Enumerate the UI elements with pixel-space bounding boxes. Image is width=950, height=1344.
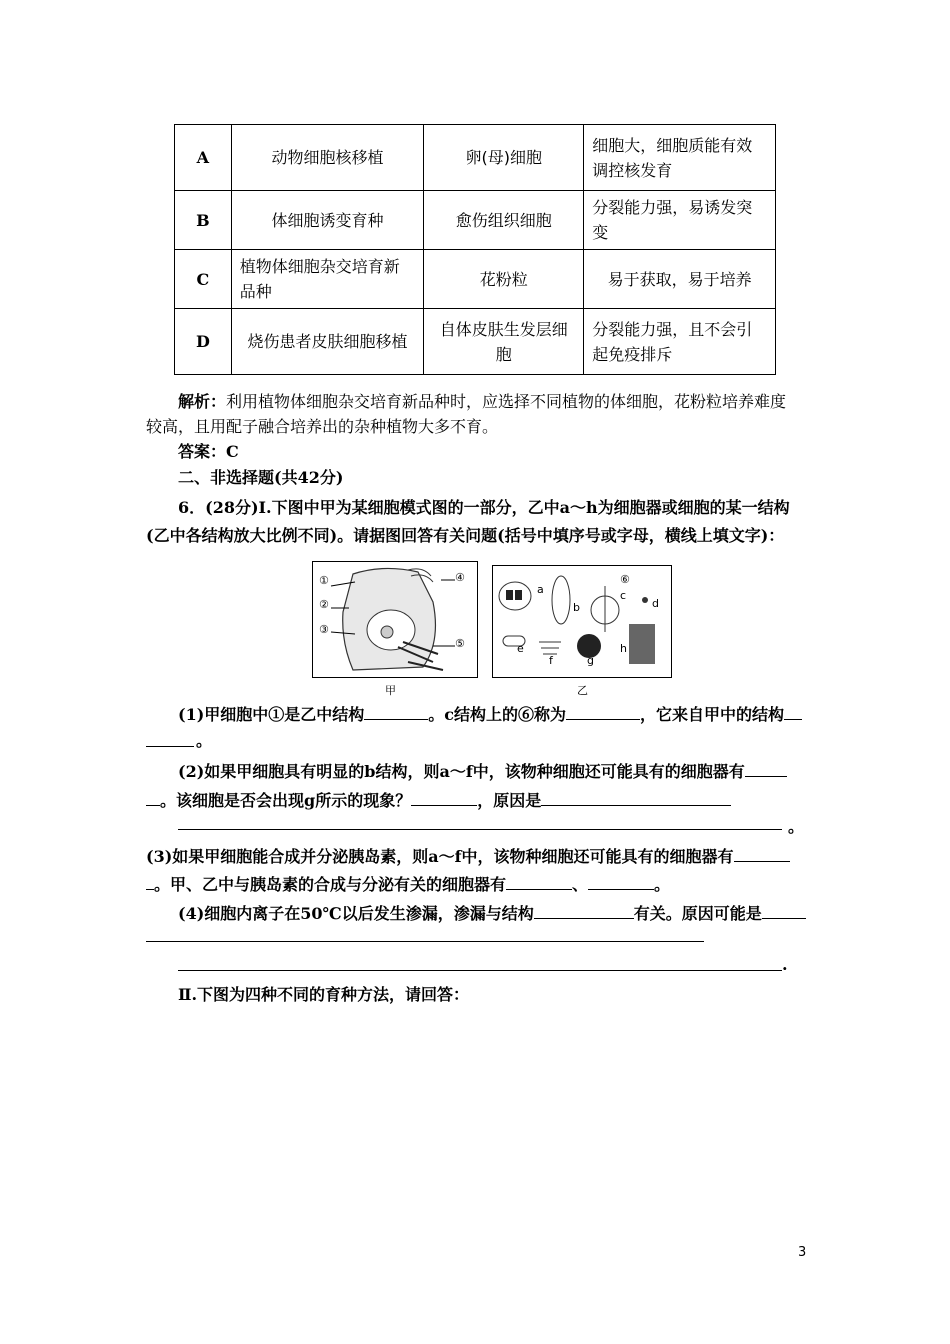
organelle-diagram-yi [492,565,672,678]
sub-question-4-line-1 [178,900,806,927]
sub3-period: 。 [654,875,671,894]
label-5: ⑤ [455,637,465,650]
sub2-part-3: ，原因是 [477,791,542,810]
analysis-text-1: 利用植物体细胞杂交培育新品种时，应选择不同植物的体细胞，花粉粒培养难度 [226,392,787,411]
sub2-part-2: 。该细胞是否会出现g所示的现象？ [160,791,412,810]
answer-blank[interactable] [784,701,802,720]
sub2-part-1: (2)如果甲细胞具有明显的b结构，则a～f中，该物种细胞还可能具有的细胞器有 [178,762,745,781]
cell-drawing [313,562,477,677]
label-6: ⑥ [620,573,630,586]
answer-blank[interactable] [146,871,154,890]
analysis-line-1 [178,389,786,415]
question-6-line-2: (乙中各结构放大比例不同)。请据图回答有关问题(括号中填序号或字母，横线上填文字)： [146,526,785,545]
table-row [175,191,776,250]
sub-question-2-line-1 [178,758,787,785]
label-d: d [652,597,659,610]
row-material: 自体皮肤生发层细胞 [424,309,584,375]
answer-blank[interactable] [506,871,572,890]
answer-blank[interactable] [364,701,428,720]
answer-blank[interactable] [178,970,782,971]
row-label: C [175,250,232,309]
answer-blank[interactable] [146,746,194,747]
sub-question-3-line-2 [146,871,670,898]
row-reason: 分裂能力强，且不会引起免疫排斥 [584,309,776,375]
row-method: 烧伤患者皮肤细胞移植 [231,309,424,375]
label-e: e [517,642,524,655]
figure-caption-jia: 甲 [385,684,396,697]
answer-blank[interactable] [762,900,806,919]
page-number: 3 [798,1245,807,1260]
row-method: 动物细胞核移植 [231,125,424,191]
label-c: c [620,589,627,602]
answer-blank[interactable] [745,758,787,777]
label-f: f [549,654,553,667]
sub4-part-2: 有关。原因可能是 [633,904,762,923]
table-row [175,125,776,191]
row-label: D [175,309,232,375]
answer-blank[interactable] [146,787,160,806]
analysis-line-2: 较高，且用配子融合培养出的杂种植物大多不育。 [146,417,499,436]
organelles-drawing [493,566,671,677]
label-g: g [587,654,594,667]
row-reason: 分裂能力强，易诱发突变 [584,191,776,250]
row-material: 卵(母)细胞 [424,125,584,191]
sub1-part-3: ，它来自甲中的结构 [640,705,785,724]
answer-blank[interactable] [588,871,654,890]
row-material: 愈伤组织细胞 [424,191,584,250]
label-2: ② [319,598,329,611]
section-heading: 二、非选择题(共42分) [178,468,344,487]
sub4-period: . [782,955,788,974]
answer-blank[interactable] [541,787,731,806]
sub-question-2-line-2 [146,787,731,814]
sub3-part-1: (3)如果甲细胞能合成并分泌胰岛素，则a～f中，该物种细胞还可能具有的细胞器有 [146,847,734,866]
options-table [174,124,776,375]
sub-question-3-line-1 [146,843,790,870]
answer-blank[interactable] [566,701,640,720]
sub3-separator: 、 [572,875,589,894]
row-method: 体细胞诱变育种 [231,191,424,250]
sub4-part-1: (4)细胞内离子在50℃以后发生渗漏，渗漏与结构 [178,904,534,923]
label-h: h [620,642,627,655]
row-label: A [175,125,232,191]
question-6-line-1: 6．(28分)Ⅰ.下图中甲为某细胞模式图的一部分，乙中a～h为细胞器或细胞的某一结构 [178,498,790,517]
label-b: b [573,601,580,614]
row-reason: 细胞大，细胞质能有效调控核发育 [584,125,776,191]
label-1: ① [319,574,329,587]
answer-blank[interactable] [734,843,790,862]
table-row [175,250,776,309]
row-label: B [175,191,232,250]
sub1-part-2: 。c结构上的⑥称为 [428,705,567,724]
sub2-period: 。 [788,817,805,836]
cell-diagram-jia [312,561,478,678]
label-a: a [537,583,544,596]
label-3: ③ [319,623,329,636]
answer-blank[interactable] [534,900,634,919]
answer-blank[interactable] [411,787,477,806]
row-method: 植物体细胞杂交培育新品种 [231,250,424,309]
answer-blank[interactable] [178,829,782,830]
table-row [175,309,776,375]
label-4: ④ [455,571,465,584]
answer-line: 答案：C [178,442,239,461]
row-material: 花粉粒 [424,250,584,309]
sub1-part-1: (1)甲细胞中①是乙中结构 [178,705,365,724]
part-2-heading: Ⅱ.下图为四种不同的育种方法，请回答： [178,985,470,1004]
sub3-part-2: 。甲、乙中与胰岛素的合成与分泌有关的细胞器有 [154,875,507,894]
analysis-label: 解析： [178,392,227,411]
figure-caption-yi: 乙 [577,684,588,697]
sub1-period: 。 [196,731,213,750]
answer-blank[interactable] [146,941,704,942]
sub-question-1 [178,701,802,728]
row-reason: 易于获取，易于培养 [584,250,776,309]
